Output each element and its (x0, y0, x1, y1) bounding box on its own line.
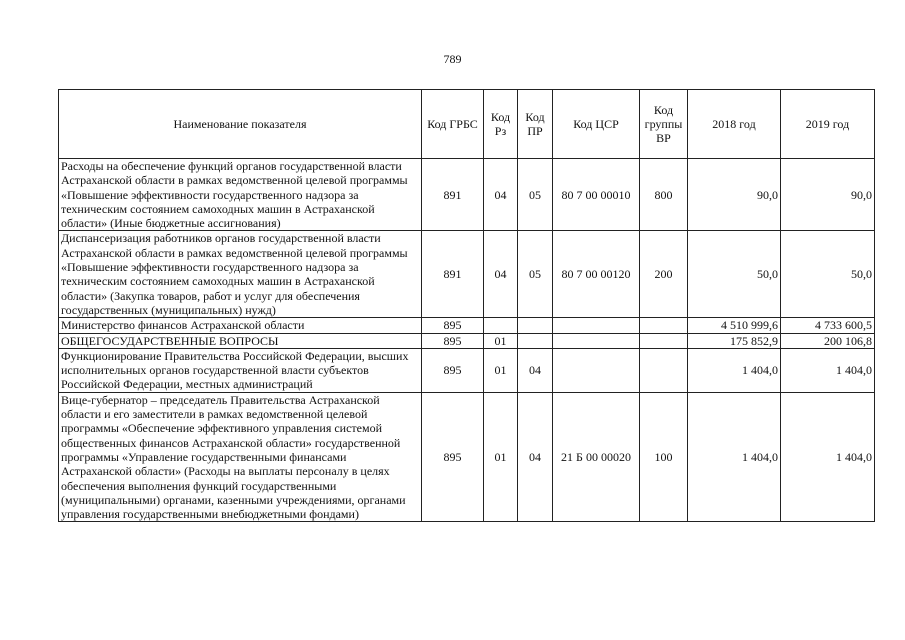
table-row (59, 348, 875, 392)
row-vr: 100 (640, 392, 688, 522)
row-grbs: 895 (422, 392, 484, 522)
row-vr (640, 318, 688, 333)
row-grbs: 891 (422, 231, 484, 318)
header-vr: Код группы ВР (640, 90, 688, 159)
row-name: Диспансеризация работников органов государственной власти Астраханской области в рамках ведомственной целевой программы «Повышение эффективности государственного надзора за техническим состоянием самоходных машин в Астраханской области» (Закупка товаров, работ и услуг для обеспечения государственных (муниципальных) нужд) (59, 231, 422, 318)
row-csr (553, 333, 640, 348)
row-pr: 05 (518, 159, 553, 231)
table-header-row (59, 90, 875, 159)
row-2019: 4 733 600,5 (781, 318, 875, 333)
header-2019: 2019 год (781, 90, 875, 159)
row-rz: 04 (484, 159, 518, 231)
header-pr: Код ПР (518, 90, 553, 159)
row-vr: 800 (640, 159, 688, 231)
row-name: ОБЩЕГОСУДАРСТВЕННЫЕ ВОПРОСЫ (59, 333, 422, 348)
row-2018: 4 510 999,6 (688, 318, 781, 333)
row-2019: 90,0 (781, 159, 875, 231)
row-2018: 175 852,9 (688, 333, 781, 348)
row-2018: 1 404,0 (688, 348, 781, 392)
row-rz: 01 (484, 348, 518, 392)
row-csr (553, 348, 640, 392)
table-row (59, 333, 875, 348)
table-row (59, 318, 875, 333)
row-vr (640, 348, 688, 392)
row-grbs: 891 (422, 159, 484, 231)
row-name: Министерство финансов Астраханской области (59, 318, 422, 333)
row-csr: 80 7 00 00010 (553, 159, 640, 231)
row-2018: 1 404,0 (688, 392, 781, 522)
header-name: Наименование показателя (59, 90, 422, 159)
row-pr: 04 (518, 348, 553, 392)
row-name: Функционирование Правительства Российской Федерации, высших исполнительных органов государственной власти субъектов Российской Федерации, местных администраций (59, 348, 422, 392)
row-2019: 200 106,8 (781, 333, 875, 348)
row-2019: 1 404,0 (781, 348, 875, 392)
row-rz: 04 (484, 231, 518, 318)
row-csr (553, 318, 640, 333)
row-rz: 01 (484, 333, 518, 348)
row-2019: 1 404,0 (781, 392, 875, 522)
row-grbs: 895 (422, 348, 484, 392)
page-number: 789 (443, 52, 462, 66)
row-pr (518, 333, 553, 348)
row-pr: 04 (518, 392, 553, 522)
row-rz (484, 318, 518, 333)
row-pr: 05 (518, 231, 553, 318)
table-row (59, 231, 875, 318)
row-csr: 80 7 00 00120 (553, 231, 640, 318)
header-csr: Код ЦСР (553, 90, 640, 159)
row-name: Расходы на обеспечение функций органов государственной власти Астраханской области в рамках ведомственной целевой программы «Повышение эффективности государственного надзора за техническим состоянием самоходных машин в Астраханской области» (Иные бюджетные ассигнования) (59, 159, 422, 231)
header-rz: Код Рз (484, 90, 518, 159)
budget-table (58, 89, 875, 522)
table-row (59, 159, 875, 231)
table-row (59, 392, 875, 522)
row-name: Вице-губернатор – председатель Правительства Астраханской области и его заместители в рамках ведомственной целевой программы «Обеспечение эффективного управления системой общественных финансов Астраханской области» государственной программы «Управление государственными финансами Астраханской области» (Расходы на выплаты персоналу в целях обеспечения выполнения функций государственными (муниципальными) органами, казенными учреждениями, органами управления государственными внебюджетными фондами) (59, 392, 422, 522)
row-2018: 90,0 (688, 159, 781, 231)
row-rz: 01 (484, 392, 518, 522)
header-2018: 2018 год (688, 90, 781, 159)
row-2018: 50,0 (688, 231, 781, 318)
row-vr: 200 (640, 231, 688, 318)
row-csr: 21 Б 00 00020 (553, 392, 640, 522)
row-2019: 50,0 (781, 231, 875, 318)
header-grbs: Код ГРБС (422, 90, 484, 159)
row-vr (640, 333, 688, 348)
row-pr (518, 318, 553, 333)
row-grbs: 895 (422, 318, 484, 333)
row-grbs: 895 (422, 333, 484, 348)
